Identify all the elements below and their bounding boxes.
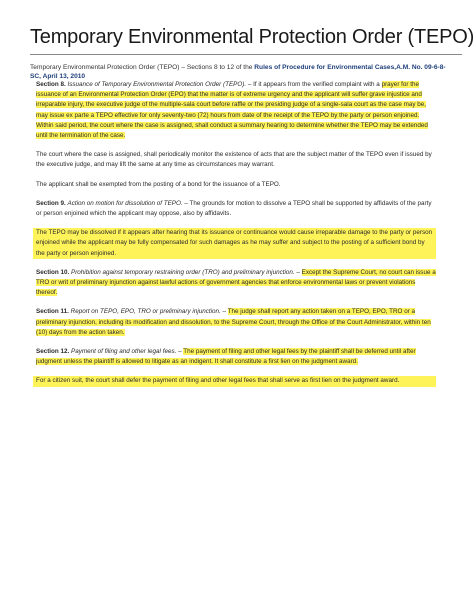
title-divider [30, 54, 462, 55]
paragraph-bond: The applicant shall be exempted from the posting of a bond for the issuance of a TEPO. [36, 180, 281, 188]
section-11-highlight: The judge shall report any action taken on a TEPO, EPO, TRO or a preliminary injunction, including its modification and dissolution, to the Supreme Court, through the Office of the Court Administrator, within ten (10) days from the action taken. [36, 308, 431, 336]
section-12-heading: Payment of filing and other legal fees. [71, 348, 177, 356]
section-8-heading: Issuance of Temporary Environmental Protection Order (TEPO). [67, 81, 247, 88]
section-8-label: Section 8. [36, 81, 66, 88]
section-10-label: Section 10. [36, 268, 70, 276]
section-10-highlight: Except the Supreme Court, no court can issue a TRO or writ of preliminary injunction against lawful actions of government agencies that enforce environmental laws or prevent violations thereof. [36, 268, 436, 297]
section-8-highlight: prayer for the issuance of an Environmental Protection Order (EPO) that the matter is of extreme urgency and the applicant will suffer grave injustice and irreparable injury, the executive judge of the multiple-sala court before raffle or the presiding judge of a single-sala court as the case may be, may issue ex parte a TEPO effective for only seventy-two (72) hours from date of the receipt of the TEPO by the party or person enjoined. Within said period, the court where the case is assigned, shall conduct a summary hearing to determine whether the TEPO may be extended until the termination of the case. [36, 81, 428, 140]
page-title: Temporary Environmental Protection Order (TEPO) [30, 26, 474, 48]
paragraph-citizen-suit: For a citizen suit, the court shall defer the payment of filing and other legal fees that shall serve as first lien on the judgment award. [33, 376, 436, 386]
section-10-intro: – [294, 268, 302, 276]
section-10 [36, 268, 436, 299]
subtitle-prefix: Temporary Environmental Protection Order (TEPO) – Sections 8 to 12 of the [30, 64, 255, 71]
section-11-label: Section 11. [36, 308, 69, 316]
section-9-text: – The grounds for motion to dissolve a TEPO shall be supported by affidavits of the party or person enjoined which the applicant may oppose, also by affidavits. [36, 199, 432, 218]
section-12-intro: – [176, 348, 184, 356]
section-8 [36, 80, 436, 141]
section-12-label: Section 12. [36, 348, 70, 356]
subtitle [30, 63, 450, 81]
paragraph-dissolve: The TEPO may be dissolved if it appears after hearing that its issuance or continuance would cause irreparable damage to the party or person enjoined while the applicant may be fully compensated for such damages as he may suffer and subject to the posting of a sufficient bond by the party or person enjoined. [33, 228, 436, 259]
section-9-label: Section 9. [36, 199, 66, 207]
section-10-heading: Prohibition against temporary restraining order (TRO) and preliminary injunction. [71, 268, 295, 276]
section-9-heading: Action on motion for dissolution of TEPO. [67, 199, 183, 207]
document-body [36, 80, 436, 396]
section-8-intro: – If it appears from the verified complaint with a [246, 81, 380, 88]
section-12-highlight: The payment of filing and other legal fees by the plaintiff shall be deferred until after judgment unless the plaintiff is allowed to litigate as an indigent. It shall constitute a first lien on the judgment award. [36, 348, 416, 366]
section-11-heading: Report on TEPO, EPO, TRO or preliminary injunction. [70, 308, 221, 316]
section-11-intro: – [220, 308, 228, 316]
paragraph-monitor: The court where the case is assigned, shall periodically monitor the existence of acts that are the subject matter of the TEPO even if issued by the executive judge, and may lift the same at any time as circumstances may warrant. [36, 151, 432, 169]
section-11 [36, 307, 436, 338]
rules-reference-link[interactable]: Rules of Procedure for Environmental Cases,A.M. No. 09-6-8-SC, April 13, 2010 [30, 64, 446, 80]
section-9 [36, 199, 436, 219]
section-12 [36, 347, 436, 367]
